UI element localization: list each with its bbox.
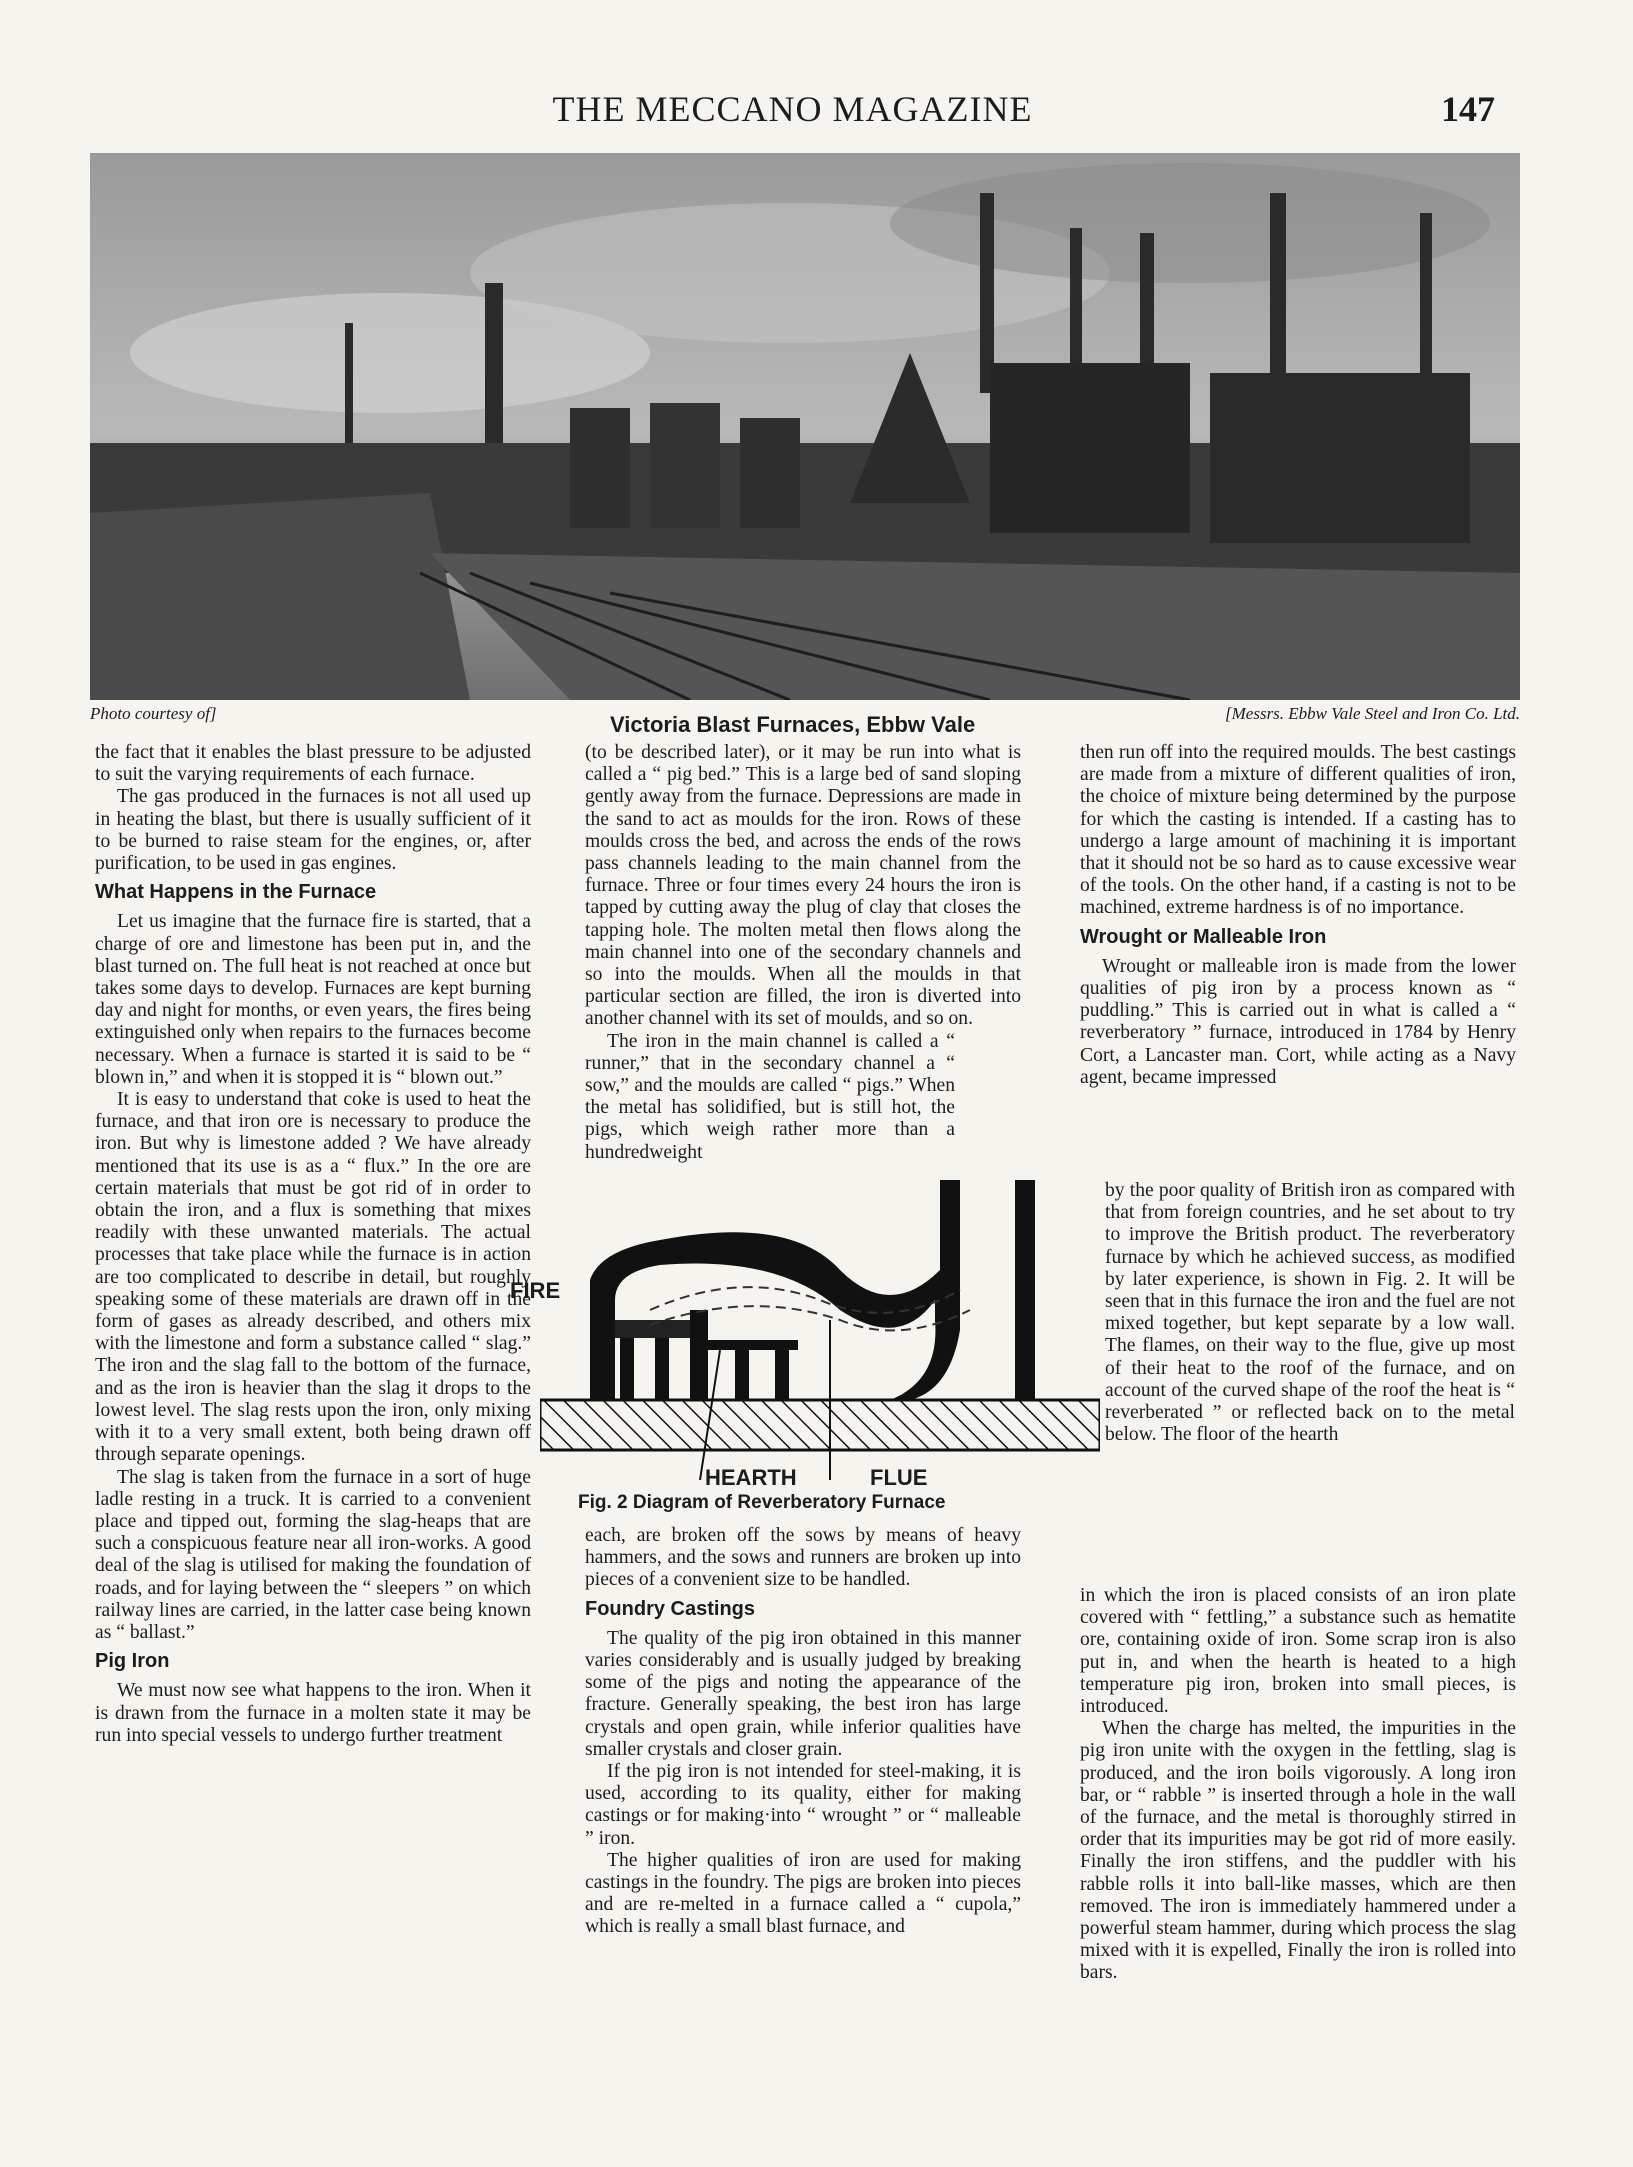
paragraph: When the charge has melted, the impurities in the pig iron unite with the oxygen in the fettling, slag is produced, and the iron boils vigorously. A long iron bar, or “ rabble ” is inserted through a hole in the wall of the furnace, and the metal is thoroughly stirred in order that its impurities may be got rid of more easily. Finally the iron stiffens, and the puddler with his rabble rolls it into ball-like masses, which are then removed. The iron is immediately hammered under a powerful steam hammer, during which process the slag mixed with it is expelled, Finally the iron is rolled into bars. bbox=[1080, 1718, 1516, 1984]
section-heading: Foundry Castings bbox=[585, 1597, 756, 1620]
paragraph: If the pig iron is not intended for steel-making, it is used, according to its quality, either for making castings or for making·into “ wrought ” or “ malleable ” iron. bbox=[585, 1761, 1021, 1849]
photo-credit-left: Photo courtesy of] bbox=[90, 704, 217, 723]
photo-caption: Victoria Blast Furnaces, Ebbw Vale bbox=[610, 712, 976, 737]
paragraph: The quality of the pig iron obtained in this manner varies considerably and is usually judged by breaking some of the pigs and noting the appearance of the fracture. Generally speaking, the best iron has large crystals and open grain, while inferior qualities have smaller crystals and closer grain. bbox=[585, 1627, 1021, 1760]
fire-label: FIRE bbox=[510, 1278, 561, 1303]
paragraph: Wrought or malleable iron is made from the lower qualities of pig iron by a process known as “ puddling.” This is carried out in what is called a “ reverberatory ” furnace, introduced in 1784 by Henry Cort, a Lancaster man. Cort, while acting as a Navy agent, became impressed bbox=[1080, 955, 1516, 1088]
section-heading: What Happens in the Furnace bbox=[95, 881, 377, 904]
page-number: 147 bbox=[1441, 89, 1495, 129]
photo-caption-row bbox=[90, 704, 1520, 740]
paragraph: The iron in the main channel is called a “ runner,” that in the secondary channel a “ sow,” and the moulds are called “ pigs.” When the metal has solidified, but is still hot, the pigs, which weigh rather more than a hundredweight bbox=[585, 1030, 955, 1163]
flue-label: FLUE bbox=[870, 1465, 928, 1490]
paragraph: by the poor quality of British iron as compared with that from foreign countries, and he set about to try to improve the British product. The reverberatory furnace by which he achieved success, as modified by later experience, is shown in Fig. 2. It will be seen that in this furnace the iron and the fuel are not mixed together, but kept separate by a low wall. The flames, on their way to the flue, give up most of their heat to the roof of the furnace, and on account of the curved shape of the roof the heat is “ reverberated ” or reflected back on to the metal below. The floor of the hearth bbox=[1105, 1180, 1515, 1446]
paragraph: The higher qualities of iron are used for making castings in the foundry. The pigs are broken into pieces and are re-melted in a furnace called a “ cupola,” which is really a small blast furnace, and bbox=[585, 1849, 1021, 1938]
paragraph: each, are broken off the sows by means of heavy hammers, and the sows and runners are broken up into pieces of a convenient size to be handled. bbox=[585, 1525, 1021, 1591]
column-1 bbox=[95, 742, 531, 1747]
reverberatory-furnace-diagram bbox=[510, 1160, 1100, 1520]
column-3-mid bbox=[1105, 1180, 1515, 1446]
column-3-top bbox=[1080, 742, 1516, 1089]
column-2-top bbox=[585, 742, 1021, 1164]
column-3-bottom bbox=[1080, 1585, 1516, 1985]
paragraph: (to be described later), or it may be run into what is called a “ pig bed.” This is a large bed of sand sloping gently away from the furnace. Depressions are made in the sand to act as moulds for the iron. Rows of these moulds cross the bed, and across the ends of the rows pass channels leading to the main channel from the furnace. Three or four times every 24 hours the iron is tapped by cutting away the plug of clay that closes the tapping hole. The molten metal then flows along the main channel into one of the secondary channels and so into the moulds. When all the moulds in that particular section are filled, the iron is diverted into another channel with its set of moulds, and so on. bbox=[585, 742, 1021, 1030]
page-header bbox=[90, 88, 1495, 148]
paragraph: then run off into the required moulds. The best castings are made from a mixture of different qualities of iron, the choice of mixture being determined by the purpose for which the casting is intended. If a casting has to undergo a large amount of machining it is important that it should not be so hard as to cause excessive wear of the tools. On the other hand, if a casting is not to be machined, extreme hardness is of no importance. bbox=[1080, 742, 1516, 919]
paragraph: Let us imagine that the furnace fire is started, that a charge of ore and limestone has been put in, and the blast turned on. The full heat is not reached at once but takes some days to develop. Furnaces are kept burning day and night for months, or even years, the fires being extinguished only when repairs to the furnaces become necessary. When a furnace is started it is said to be “ blown in,” and when it is stopped it is “ blown out.” bbox=[95, 911, 531, 1088]
magazine-title: THE MECCANO MAGAZINE bbox=[552, 89, 1033, 129]
column-2-bottom bbox=[585, 1525, 1021, 1939]
paragraph: in which the iron is placed consists of an iron plate covered with “ fettling,” a substance such as hematite ore, containing oxide of iron. Some scrap iron is also put in, and when the hearth is heated to a high temperature pig iron, broken into small pieces, is introduced. bbox=[1080, 1585, 1516, 1718]
photo-credit-right: [Messrs. Ebbw Vale Steel and Iron Co. Ltd. bbox=[1225, 704, 1520, 723]
paragraph: It is easy to understand that coke is used to heat the furnace, and that iron ore is necessary to produce the iron. But why is limestone added ? We have already mentioned that its use is as a “ flux.” In the ore are certain materials that must be got rid of in order to obtain the iron, and a flux is something that mixes readily with these unwanted materials. The actual processes that take place while the furnace is in action are too complicated to describe in detail, but roughly speaking some of these materials are drawn off in the form of gases as already described, and others mix with the limestone and form a substance called “ slag.” The iron and the slag fall to the bottom of the furnace, and as the iron is heavier than the slag it drops to the lowest level. The slag rests upon the iron, only mixing with it to a very small extent, both being drawn off through separate openings. bbox=[95, 1089, 531, 1466]
paragraph: the fact that it enables the blast pressure to be adjusted to suit the varying requirements of each furnace. bbox=[95, 742, 531, 786]
paragraph: The gas produced in the furnaces is not all used up in heating the blast, but there is usually sufficient of it to be burned to raise steam for the engines, or, after purification, to be used in gas engines. bbox=[95, 786, 531, 875]
section-heading: Wrought or Malleable Iron bbox=[1080, 925, 1327, 948]
figure-caption: Fig. 2 Diagram of Reverberatory Furnace bbox=[578, 1492, 946, 1513]
paragraph: The slag is taken from the furnace in a sort of huge ladle resting in a truck. It is carried to a convenient place and tipped out, forming the slag-heaps that are such a conspicuous feature near all iron-works. A good deal of the slag is utilised for making the foundation of roads, and for laying between the “ sleepers ” on which railway lines are carried, in the latter case being known as “ ballast.” bbox=[95, 1466, 531, 1643]
hearth-label: HEARTH bbox=[705, 1465, 797, 1490]
paragraph: We must now see what happens to the iron. When it is drawn from the furnace in a molten state it may be run into special vessels to undergo further treatment bbox=[95, 1680, 531, 1746]
blast-furnaces-photo bbox=[90, 153, 1520, 700]
section-heading: Pig Iron bbox=[95, 1650, 170, 1673]
